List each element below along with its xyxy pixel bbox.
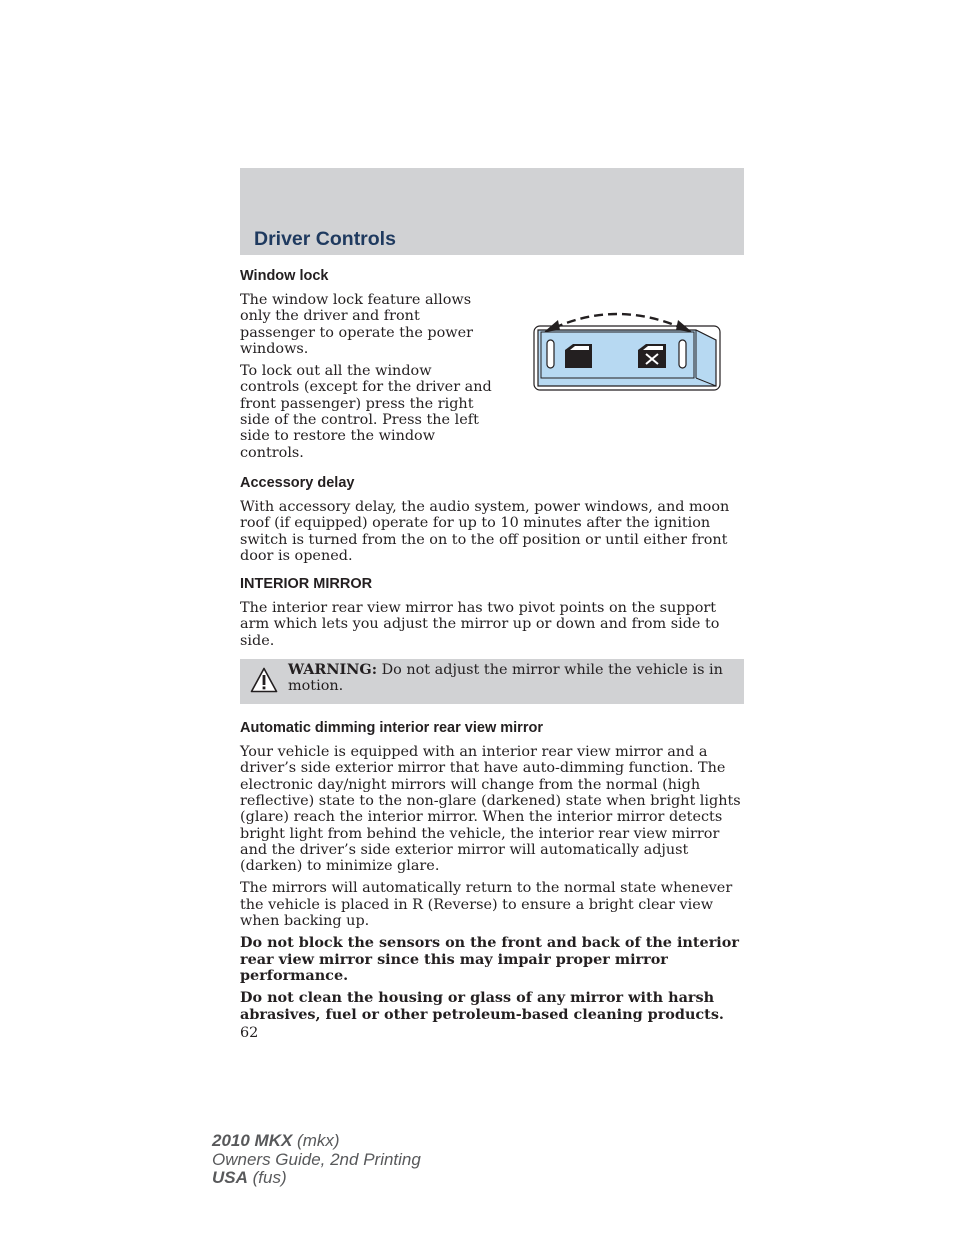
auto-dim-paragraph-1: Your vehicle is equipped with an interior rear view mirror and a driver’s side exterior mirror that have auto-dimming function. The electronic day/night mirrors will change from the normal (high reflective) state to the non-glare (darkened) state when bright lights (glare) reach the interior mirror. When the interior mirror detects bright light from behind the vehicle, the interior rear view mirror and the driver’s side exterior mirror will automatically adjust (darken) to minimize glare. [240, 744, 741, 875]
accessory-delay-heading: Accessory delay [240, 474, 355, 491]
page-number: 62 [240, 1024, 259, 1041]
window-lock-paragraph-2: To lock out all the window controls (except for the driver and front passenger) press the right side of the control. Press the left side to restore the window controls. [240, 363, 492, 461]
footer-market-code: (fus) [247, 1168, 287, 1187]
footer-model-code: (mkx) [292, 1131, 340, 1150]
warning-text: Do not adjust the mirror while the vehicle is in motion. [288, 662, 723, 695]
auto-dim-caution-2: Do not clean the housing or glass of any mirror with harsh abrasives, fuel or other petroleum-based cleaning products. [240, 989, 724, 1023]
window-lock-heading: Window lock [240, 268, 329, 284]
window-lock-paragraph-1: The window lock feature allows only the driver and front passenger to operate the power windows. [240, 292, 474, 357]
warning-label: WARNING: [288, 661, 378, 679]
interior-mirror-heading: INTERIOR MIRROR [240, 576, 373, 593]
footer-line-3 [212, 1169, 421, 1188]
footer-model: 2010 MKX [212, 1131, 293, 1150]
page-content [240, 266, 744, 1041]
auto-dim-caution-1: Do not block the sensors on the front and back of the interior rear view mirror since this may impair proper mirror performance. [240, 934, 739, 984]
footer-line-2: Owners Guide, 2nd Printing [212, 1149, 421, 1169]
window-lock-section [240, 266, 744, 467]
window-lock-text [240, 266, 495, 467]
footer [212, 1132, 421, 1188]
accessory-delay-paragraph: With accessory delay, the audio system, power windows, and moon roof (if equipped) operate for up to 10 minutes after the ignition switch is turned from the on to the off position or until either front door is opened. [240, 498, 730, 564]
warning-box [240, 659, 744, 704]
warning-triangle-icon [250, 667, 278, 693]
auto-dim-paragraph-2: The mirrors will automatically return to the normal state whenever the vehicle is placed in R (Reverse) to ensure a bright clear view when backing up. [240, 880, 733, 930]
warning-message [288, 662, 730, 695]
footer-market: USA [212, 1168, 248, 1187]
footer-line-1 [212, 1132, 421, 1151]
window-lock-switch-illustration [532, 306, 724, 394]
section-title: Driver Controls [254, 228, 396, 250]
header-band [240, 168, 744, 255]
auto-dim-heading: Automatic dimming interior rear view mirror [240, 720, 543, 737]
interior-mirror-paragraph: The interior rear view mirror has two pivot points on the support arm which lets you adjust the mirror up or down and from side to side. [240, 600, 720, 649]
